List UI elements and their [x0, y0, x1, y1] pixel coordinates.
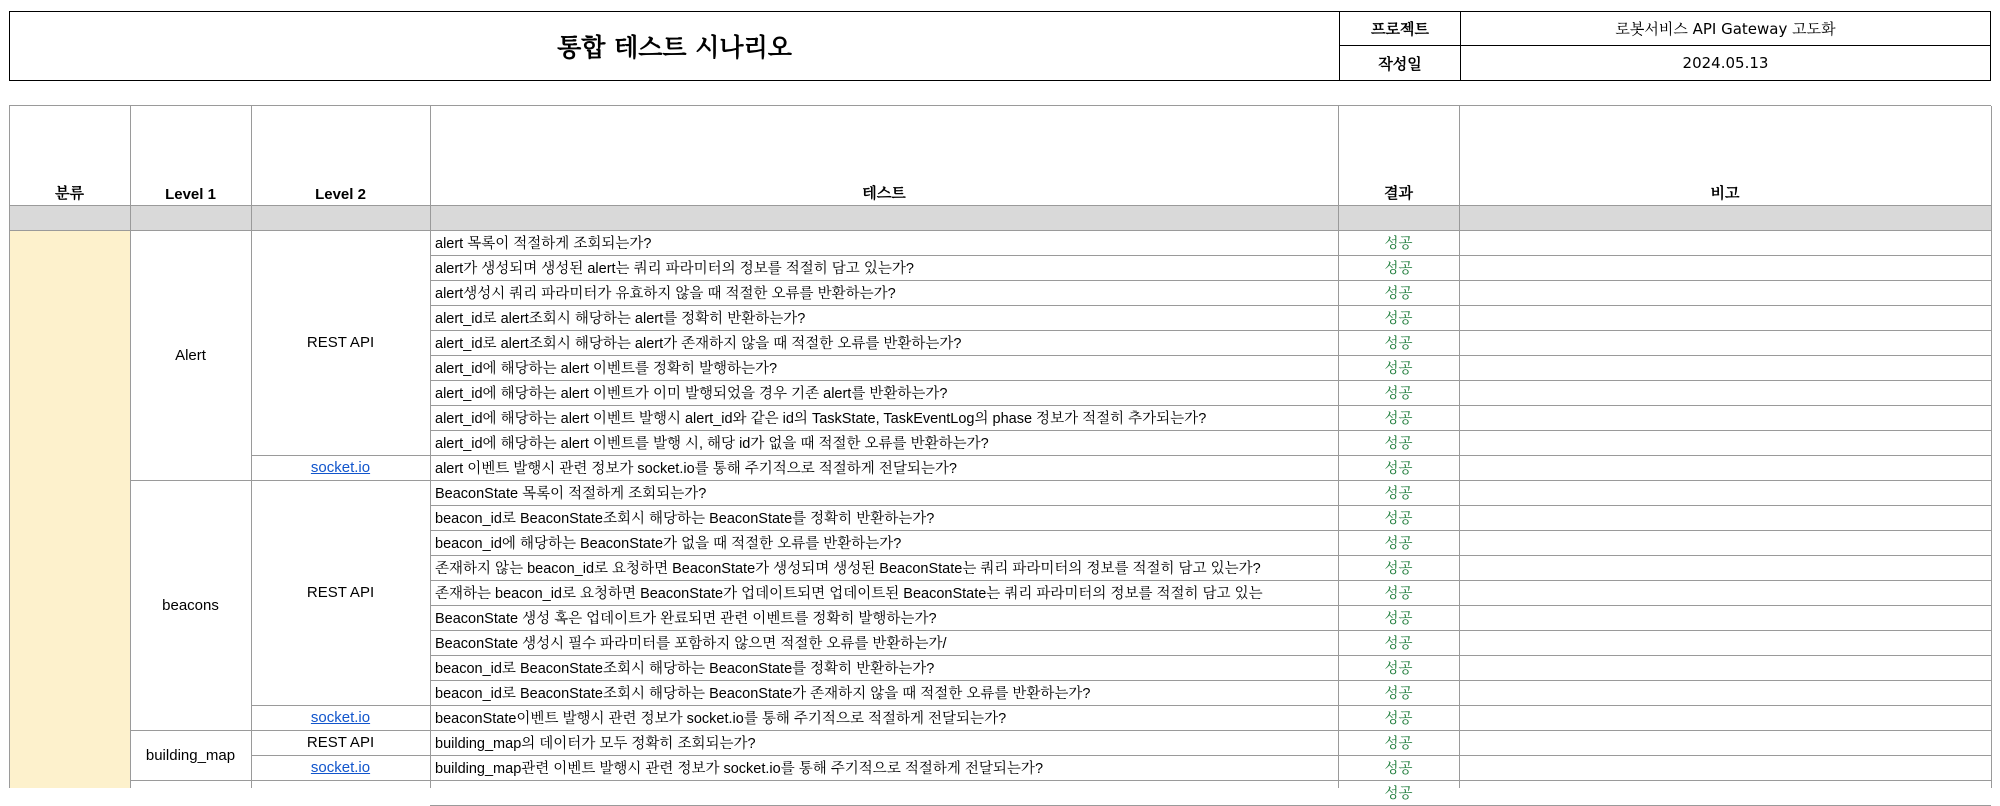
result-cell[interactable]: 성공 [1384, 361, 1413, 377]
test-cell[interactable]: BeaconState 생성시 필수 파라미터를 포함하지 않으면 적절한 오류를 반환하는가/ [435, 636, 947, 652]
project-value-cell[interactable] [1461, 12, 1990, 46]
level2-cell[interactable] [251, 480, 430, 705]
test-cell[interactable]: beacon_id로 BeaconState조회시 해당하는 BeaconState를 정확히 반환하는가? [435, 511, 935, 527]
date-value-cell[interactable] [1461, 46, 1990, 80]
note-cell[interactable] [1459, 405, 1991, 430]
date-label-cell [1340, 46, 1460, 80]
level1-cell[interactable]: beacons [162, 596, 219, 614]
test-cell[interactable]: building_map의 데이터가 모두 정확히 조회되는가? [435, 736, 756, 752]
grid-vline [9, 106, 10, 788]
result-cell[interactable]: 성공 [1384, 261, 1413, 277]
test-cell[interactable]: alert_id에 해당하는 alert 이벤트를 발행 시, 해당 id가 없을 때 적절한 오류를 반환하는가? [435, 436, 989, 452]
note-cell[interactable] [1459, 380, 1991, 405]
result-cell[interactable]: 성공 [1384, 236, 1413, 252]
result-cell[interactable]: 성공 [1384, 661, 1413, 677]
test-cell[interactable]: alert_id에 해당하는 alert 이벤트가 이미 발행되었을 경우 기존 alert를 반환하는가? [435, 386, 948, 402]
project-label: 프로젝트 [1371, 20, 1429, 38]
level2-socketio-link[interactable] [251, 755, 430, 780]
level2-socketio-link[interactable] [251, 455, 430, 480]
note-cell[interactable] [1459, 255, 1991, 280]
column-header-level2[interactable]: Level 2 [315, 186, 366, 203]
note-cell[interactable] [1459, 530, 1991, 555]
column-header-category[interactable]: 분류 [55, 185, 84, 202]
note-cell[interactable] [1459, 480, 1991, 505]
test-cell[interactable]: BeaconState 목록이 적절하게 조회되는가? [435, 486, 707, 502]
note-cell[interactable] [1459, 705, 1991, 730]
date-label: 작성일 [1378, 54, 1422, 73]
note-cell[interactable] [1459, 680, 1991, 705]
note-cell[interactable] [1459, 580, 1991, 605]
note-cell[interactable] [1459, 655, 1991, 680]
test-cell[interactable]: alert 이벤트 발행시 관련 정보가 socket.io를 통해 주기적으로 적절하게 전달되는가? [435, 461, 957, 477]
socketio-link[interactable]: socket.io [310, 759, 371, 776]
grid-hline [251, 780, 430, 781]
note-cell[interactable] [1459, 605, 1991, 630]
level1-cell[interactable]: building_map [145, 746, 236, 764]
document-title-cell [10, 12, 1339, 80]
column-header-note[interactable]: 비고 [1710, 185, 1740, 202]
level2-socketio-link[interactable] [251, 705, 430, 730]
test-cell[interactable]: alert_id에 해당하는 alert 이벤트 발행시 alert_id와 같은 id의 TaskState, TaskEventLog의 phase 정보가 적절히 추가되는가? [435, 411, 1207, 427]
document-header [9, 11, 1991, 81]
level2-label: REST API [306, 584, 375, 601]
level2-cell[interactable] [251, 730, 430, 755]
note-cell[interactable] [1459, 780, 1991, 805]
column-header-result[interactable]: 결과 [1384, 185, 1413, 202]
note-cell[interactable] [1459, 430, 1991, 455]
result-cell[interactable]: 성공 [1384, 611, 1413, 627]
column-header-test[interactable]: 테스트 [862, 185, 906, 202]
category-column-fill[interactable] [9, 230, 130, 788]
test-cell[interactable] [430, 780, 1338, 805]
note-cell[interactable] [1459, 305, 1991, 330]
level2-cell[interactable] [251, 230, 430, 455]
result-cell[interactable]: 성공 [1384, 761, 1413, 777]
test-cell[interactable]: 존재하는 beacon_id로 요청하면 BeaconState가 업데이트되면 업데이트된 BeaconState는 쿼리 파라미터의 정보를 적절히 담고 있는 [435, 586, 1263, 602]
note-cell[interactable] [1459, 730, 1991, 755]
result-cell[interactable]: 성공 [1384, 736, 1413, 752]
level1-cell[interactable]: Alert [175, 346, 206, 364]
date-value: 2024.05.13 [1682, 54, 1769, 72]
note-cell[interactable] [1459, 355, 1991, 380]
result-cell[interactable]: 성공 [1384, 461, 1413, 477]
test-cell[interactable]: beacon_id로 BeaconState조회시 해당하는 BeaconState가 존재하지 않을 때 적절한 오류를 반환하는가? [435, 686, 1091, 702]
result-cell[interactable]: 성공 [1384, 386, 1413, 402]
table-top-border [9, 105, 1991, 106]
test-cell[interactable]: beacon_id에 해당하는 BeaconState가 없을 때 적절한 오류를 반환하는가? [435, 536, 902, 552]
document-title: 통합 테스트 시나리오 [557, 33, 792, 62]
result-cell[interactable]: 성공 [1384, 636, 1413, 652]
result-cell[interactable]: 성공 [1384, 411, 1413, 427]
result-cell[interactable]: 성공 [1384, 286, 1413, 302]
result-cell[interactable]: 성공 [1384, 511, 1413, 527]
result-cell[interactable]: 성공 [1384, 336, 1413, 352]
level2-label: REST API [306, 334, 375, 351]
test-cell[interactable]: alert_id에 해당하는 alert 이벤트를 정확히 발행하는가? [435, 361, 778, 377]
test-cell[interactable]: beacon_id로 BeaconState조회시 해당하는 BeaconState를 정확히 반환하는가? [435, 661, 935, 677]
note-cell[interactable] [1459, 455, 1991, 480]
result-cell[interactable]: 성공 [1384, 686, 1413, 702]
result-cell[interactable]: 성공 [1384, 311, 1413, 327]
level2-label: REST API [306, 734, 375, 751]
result-cell[interactable]: 성공 [1384, 486, 1413, 502]
test-cell[interactable]: alert 목록이 적절하게 조회되는가? [435, 236, 652, 252]
socketio-link[interactable]: socket.io [310, 459, 371, 476]
result-cell[interactable]: 성공 [1384, 536, 1413, 552]
test-cell[interactable]: 존재하지 않는 beacon_id로 요청하면 BeaconState가 생성되며 생성된 BeaconState는 쿼리 파라미터의 정보를 적절히 담고 있는가? [435, 561, 1261, 577]
test-cell[interactable]: alert_id로 alert조회시 해당하는 alert가 존재하지 않을 때 적절한 오류를 반환하는가? [435, 336, 962, 352]
note-cell[interactable] [1459, 330, 1991, 355]
note-cell[interactable] [1459, 230, 1991, 255]
result-cell[interactable]: 성공 [1384, 586, 1413, 602]
project-value: 로봇서비스 API Gateway 고도화 [1615, 20, 1836, 38]
socketio-link[interactable]: socket.io [310, 709, 371, 726]
test-cell[interactable]: building_map관련 이벤트 발행시 관련 정보가 socket.io를 통해 주기적으로 적절하게 전달되는가? [435, 761, 1044, 777]
test-cell[interactable]: alert_id로 alert조회시 해당하는 alert를 정확히 반환하는가? [435, 311, 806, 327]
project-label-cell [1340, 12, 1460, 46]
test-cell[interactable]: alert가 생성되며 생성된 alert는 쿼리 파라미터의 정보를 적절히 담고 있는가? [435, 261, 914, 277]
test-cell[interactable]: beaconState이벤트 발행시 관련 정보가 socket.io를 통해 주기적으로 적절하게 전달되는가? [435, 711, 1007, 727]
grid-hline [9, 205, 1991, 206]
test-cell[interactable]: alert생성시 쿼리 파라미터가 유효하지 않을 때 적절한 오류를 반환하는가? [435, 286, 896, 302]
note-cell[interactable] [1459, 555, 1991, 580]
note-cell[interactable] [1459, 505, 1991, 530]
result-cell[interactable]: 성공 [1384, 786, 1413, 802]
column-header-level1[interactable]: Level 1 [165, 186, 216, 203]
result-cell[interactable]: 성공 [1384, 436, 1413, 452]
result-cell[interactable]: 성공 [1384, 711, 1413, 727]
test-cell[interactable]: BeaconState 생성 혹은 업데이트가 완료되면 관련 이벤트를 정확히 발행하는가? [435, 611, 937, 627]
note-cell[interactable] [1459, 630, 1991, 655]
empty-gray-row [9, 205, 1991, 230]
note-cell[interactable] [1459, 755, 1991, 780]
result-cell[interactable]: 성공 [1384, 561, 1413, 577]
note-cell[interactable] [1459, 280, 1991, 305]
grid-vline [1991, 106, 1992, 788]
